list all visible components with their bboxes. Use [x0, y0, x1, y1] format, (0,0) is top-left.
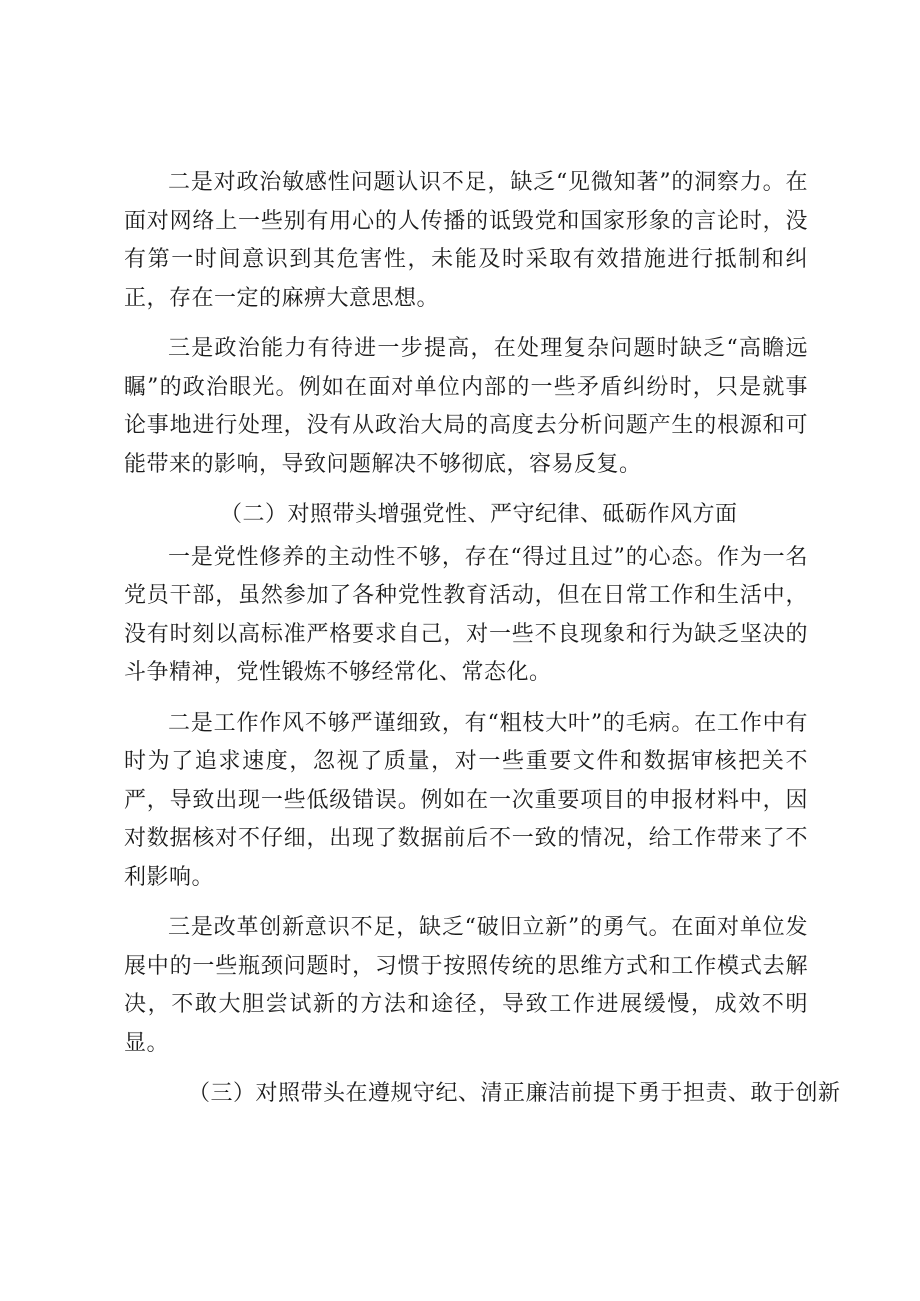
- paragraph-political-sensitivity: 二是对政治敏感性问题认识不足，缺乏“见微知著”的洞察力。在面对网络上一些别有用心的人传播的诋毁党和国家形象的言论时，没有第一时间意识到其危害性，未能及时采取有效措施进行抵制和纠正，存在一定的麻痹大意思想。: [124, 170, 808, 311]
- section-heading-2: （二）对照带头增强党性、严守纪律、砥砺作风方面: [220, 502, 738, 527]
- paragraph-political-ability: 三是政治能力有待进一步提高，在处理复杂问题时缺乏“高瞻远瞩”的政治眼光。例如在面对单位内部的一些矛盾纠纷时，只是就事论事地进行处理，没有从政治大局的高度去分析问题产生的根源和可能带来的影响，导致问题解决不够彻底，容易反复。: [124, 336, 808, 477]
- paragraph-party-spirit: 一是党性修养的主动性不够，存在“得过且过”的心态。作为一名党员干部，虽然参加了各种党性教育活动，但在日常工作和生活中，没有时刻以高标准严格要求自己，对一些不良现象和行为缺乏坚决的斗争精神，党性锻炼不够经常化、常态化。: [124, 544, 808, 685]
- paragraph-innovation: 三是改革创新意识不足，缺乏“破旧立新”的勇气。在面对单位发展中的一些瓶颈问题时，习惯于按照传统的思维方式和工作模式去解决，不敢大胆尝试新的方法和途径，导致工作进展缓慢，成效不明显。: [124, 915, 808, 1056]
- document-body: [124, 164, 841, 1118]
- section-heading-3: （三）对照带头在遵规守纪、清正廉洁前提下勇于担责、敢于创新: [188, 1081, 841, 1106]
- paragraph-work-style: 二是工作作风不够严谨细致，有“粗枝大叶”的毛病。在工作中有时为了追求速度，忽视了质量，对一些重要文件和数据审核把关不严，导致出现一些低级错误。例如在一次重要项目的申报材料中，因对数据核对不仔细，出现了数据前后不一致的情况，给工作带来了不利影响。: [124, 710, 808, 890]
